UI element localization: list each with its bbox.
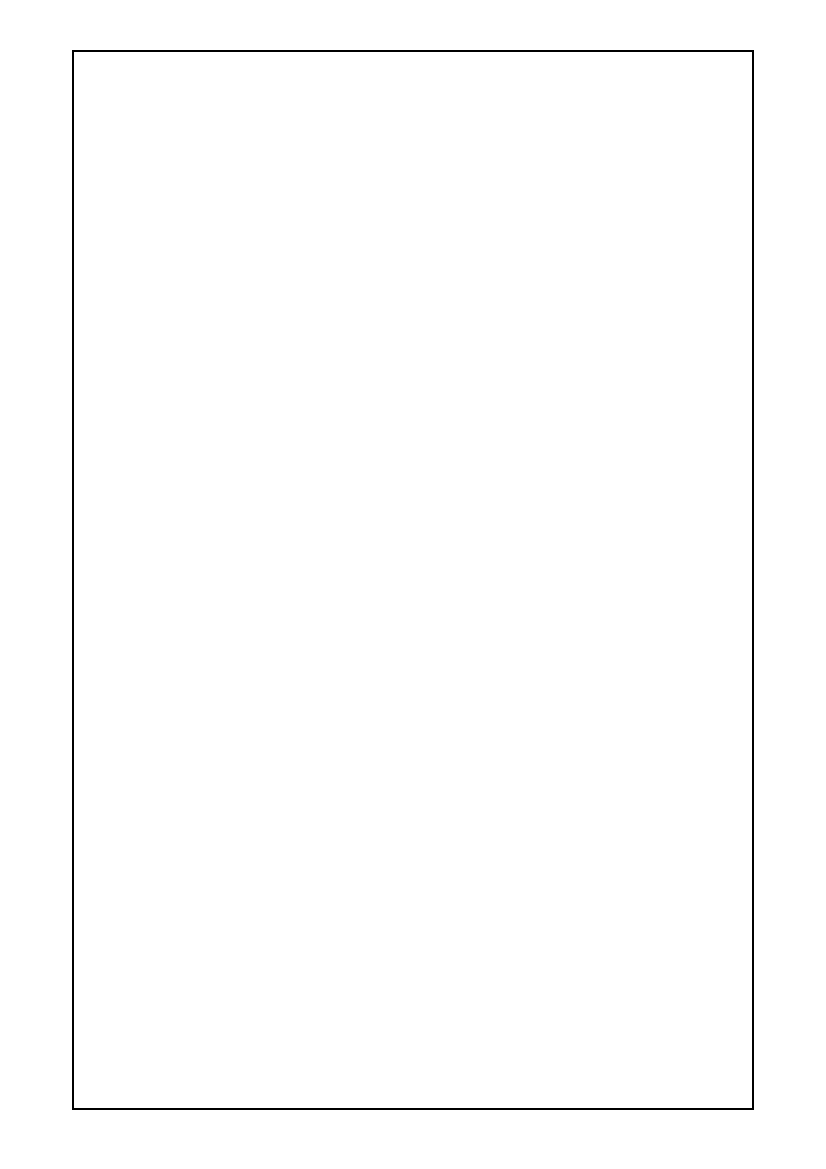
game-board	[72, 50, 754, 1110]
